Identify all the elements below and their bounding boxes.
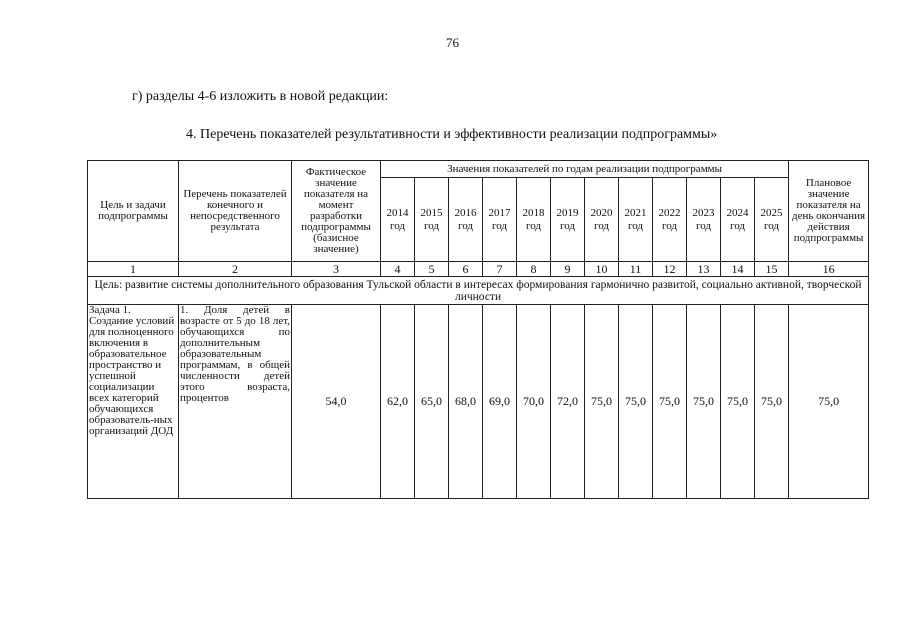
year-unit: год (491, 219, 508, 232)
column-number: 11 (619, 262, 653, 277)
year-label: 2024 (726, 206, 749, 219)
year-header-2014 (381, 178, 415, 262)
year-label: 2023 (692, 206, 715, 219)
year-unit: год (457, 219, 474, 232)
year-unit: год (764, 219, 780, 232)
year-label: 2020 (590, 206, 613, 219)
column-number: 2 (179, 262, 292, 277)
column-number: 3 (292, 262, 381, 277)
column-number: 14 (721, 262, 755, 277)
year-unit: год (525, 219, 542, 232)
intro-text: г) разделы 4-6 изложить в новой редакции: (132, 89, 389, 104)
year-label: 2016 (454, 206, 477, 219)
year-value-cell: 62,0 (381, 305, 415, 499)
year-label: 2018 (522, 206, 545, 219)
year-header-2018 (517, 178, 551, 262)
year-value-cell: 75,0 (619, 305, 653, 499)
year-label: 2015 (420, 206, 443, 219)
year-value-cell: 70,0 (517, 305, 551, 499)
year-label: 2021 (624, 206, 647, 219)
column-number: 1 (88, 262, 179, 277)
column-number: 7 (483, 262, 517, 277)
page-number: 76 (446, 35, 459, 50)
header-indicators: Перечень показателей конечного и непосредственного результата (179, 161, 292, 262)
task-cell: Задача 1. Создание условий для полноценного включения в образовательное пространство и успешной социализации всех категорий обучающихся образователь-ных организаций ДОД (88, 305, 179, 499)
header-planned-value: Плановое значение показателя на день окончания действия подпрограммы (789, 161, 869, 262)
year-header-2015 (415, 178, 449, 262)
column-number-row (88, 262, 869, 277)
column-number: 6 (449, 262, 483, 277)
year-unit: год (593, 219, 610, 232)
planned-value-cell: 75,0 (789, 305, 869, 499)
year-unit: год (389, 219, 406, 232)
year-header-2017 (483, 178, 517, 262)
year-label: 2019 (556, 206, 579, 219)
header-values-by-year: Значения показателей по годам реализации подпрограммы (381, 161, 789, 178)
year-header-2021 (619, 178, 653, 262)
year-value-cell: 75,0 (721, 305, 755, 499)
year-header-2025 (755, 178, 789, 262)
year-value-cell: 72,0 (551, 305, 585, 499)
column-number: 12 (653, 262, 687, 277)
column-number: 8 (517, 262, 551, 277)
table-row (88, 305, 869, 499)
header-goal: Цель и задачи подпрограммы (88, 161, 179, 262)
year-value-cell: 75,0 (687, 305, 721, 499)
year-value-cell: 75,0 (585, 305, 619, 499)
year-label: 2022 (658, 206, 681, 219)
header-actual-value: Фактическое значение показателя на момент разработки подпрограммы (базисное значение) (292, 161, 381, 262)
base-value-cell: 54,0 (292, 305, 381, 499)
indicator-cell: 1. Доля детей в возрасте от 5 до 18 лет, обучающихся по дополнительным образовательным программам, в общей численности детей этого возраста, процентов (179, 305, 292, 499)
year-value-cell: 68,0 (449, 305, 483, 499)
year-value-cell: 75,0 (653, 305, 687, 499)
year-label: 2025 (760, 206, 783, 219)
year-header-2024 (721, 178, 755, 262)
column-number: 16 (789, 262, 869, 277)
section-heading: 4. Перечень показателей результативности и эффективности реализации подпрограммы» (186, 127, 718, 142)
indicators-table (87, 160, 869, 499)
year-unit: год (423, 219, 440, 232)
year-header-2019 (551, 178, 585, 262)
year-header-2022 (653, 178, 687, 262)
column-number: 9 (551, 262, 585, 277)
year-header-2020 (585, 178, 619, 262)
goal-row: Цель: развитие системы дополнительного образования Тульской области в интересах формирования гармонично развитой, социально активной, творческой личности (88, 277, 869, 305)
column-number: 15 (755, 262, 789, 277)
year-unit: год (661, 219, 678, 232)
column-number: 13 (687, 262, 721, 277)
year-label: 2017 (488, 206, 511, 219)
year-value-cell: 65,0 (415, 305, 449, 499)
year-unit: год (695, 219, 712, 232)
year-value-cell: 69,0 (483, 305, 517, 499)
column-number: 4 (381, 262, 415, 277)
year-unit: год (627, 219, 644, 232)
year-header-2016 (449, 178, 483, 262)
year-header-2023 (687, 178, 721, 262)
column-number: 10 (585, 262, 619, 277)
year-label: 2014 (386, 206, 409, 219)
column-number: 5 (415, 262, 449, 277)
year-value-cell: 75,0 (755, 305, 789, 499)
year-unit: год (729, 219, 746, 232)
year-unit: год (559, 219, 576, 232)
